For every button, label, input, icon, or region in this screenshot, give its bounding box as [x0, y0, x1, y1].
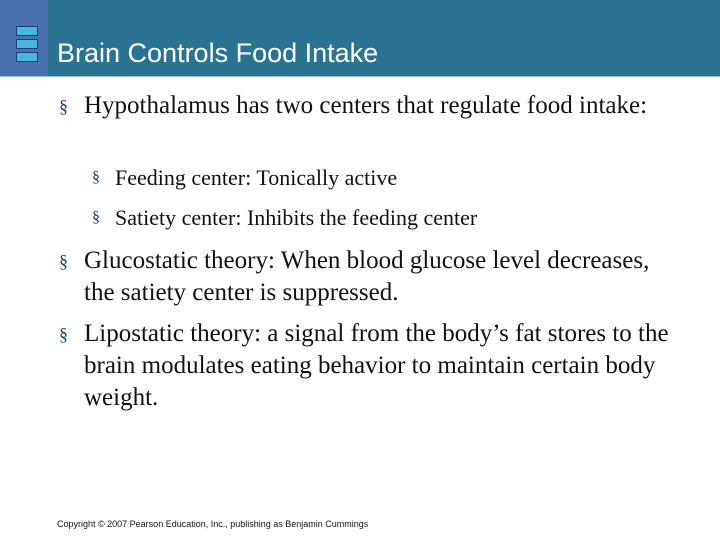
bullet-marker-icon: §: [59, 251, 68, 271]
sub-bullet-text: Feeding center: Tonically active: [115, 165, 398, 190]
copyright-footer: Copyright © 2007 Pearson Education, Inc., publishing as Benjamin Cummings: [57, 519, 369, 529]
bullet-text: Glucostatic theory: When blood glucose level decreases, the satiety center is suppressed.: [84, 247, 650, 306]
bullet-text: Lipostatic theory: a signal from the body’s fat stores to the brain modulates eating behavior to maintain certain body weight.: [84, 320, 669, 411]
sub-bullet-marker-icon: §: [92, 169, 100, 186]
slide-title: Brain Controls Food Intake: [57, 38, 379, 68]
sub-bullet-satiety-center: [92, 204, 478, 232]
bullet-lipostatic-theory: [59, 318, 696, 414]
sub-bullet-feeding-center: [92, 164, 398, 192]
sub-bullet-text: Satiety center: Inhibits the feeding center: [115, 205, 478, 230]
bullet-marker-icon: §: [59, 96, 68, 116]
bullet-glucostatic-theory: [59, 245, 664, 309]
sub-bullet-marker-icon: §: [92, 209, 100, 226]
bullet-hypothalamus: [59, 90, 684, 122]
bullet-text: Hypothalamus has two centers that regulate food intake:: [84, 92, 648, 119]
bullet-marker-icon: §: [59, 324, 68, 344]
